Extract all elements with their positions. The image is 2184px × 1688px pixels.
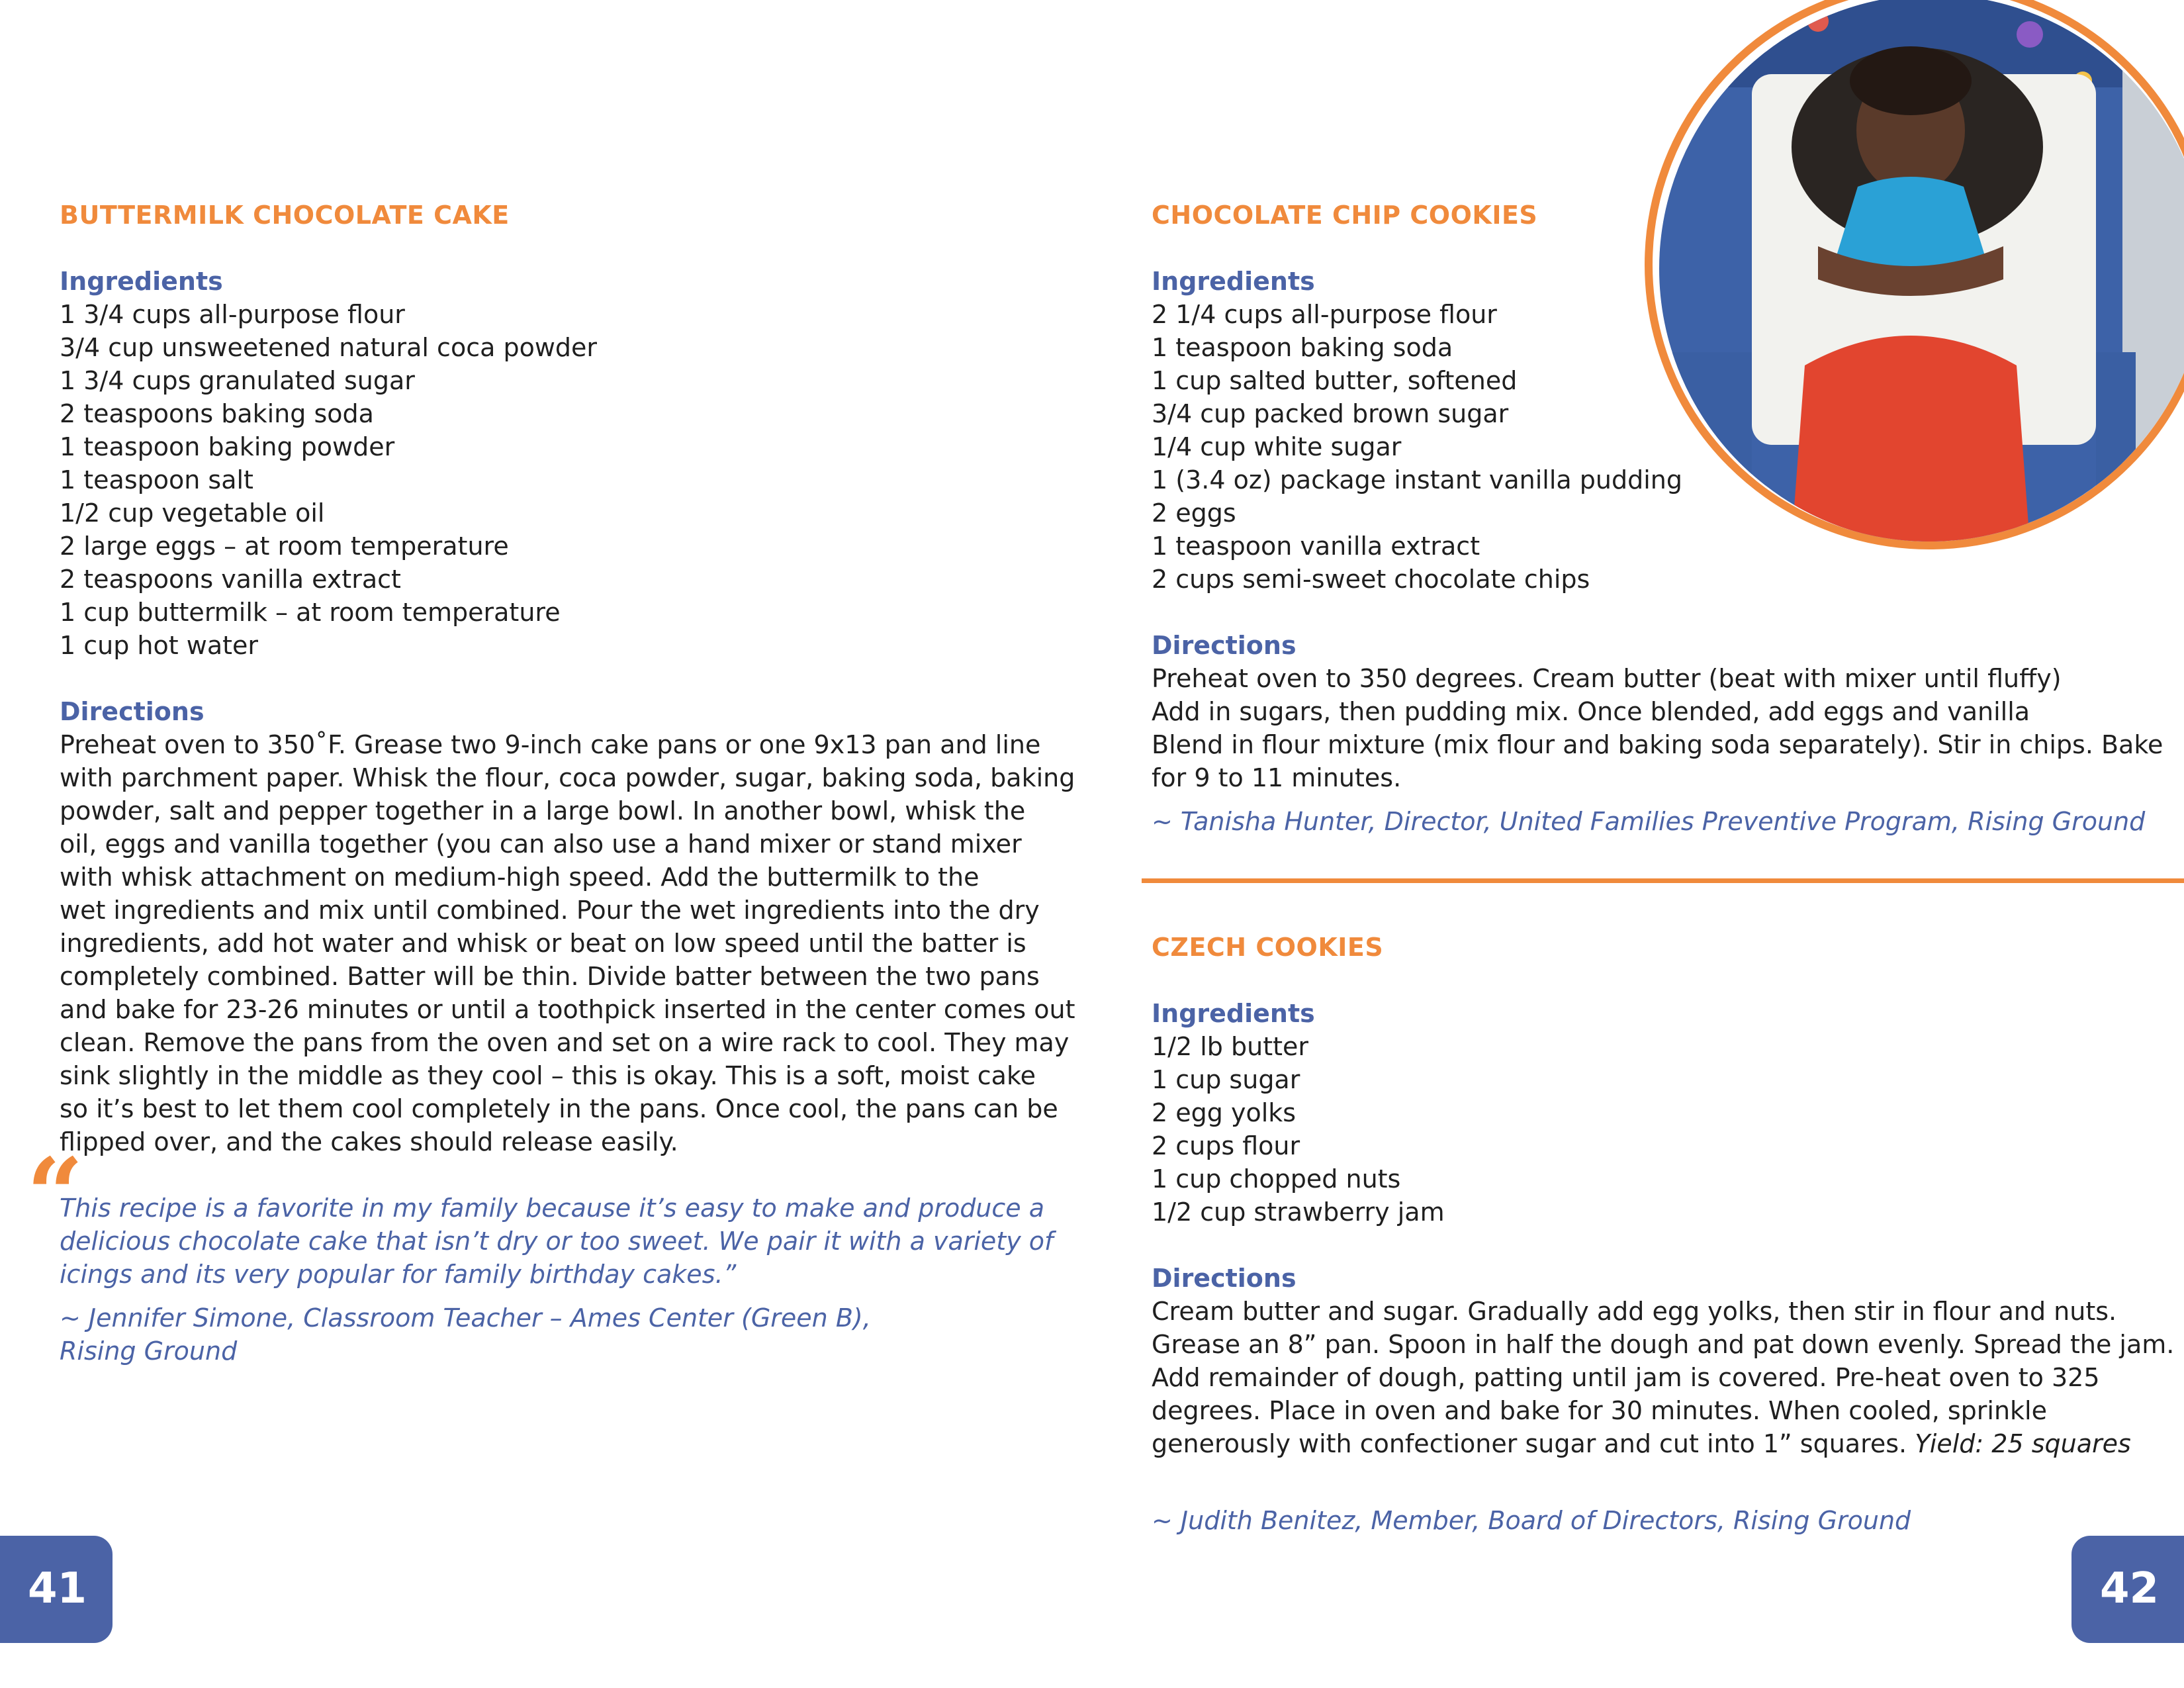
ingredient-item: 2 large eggs – at room temperature [60, 532, 509, 561]
ingredient-item: 1 teaspoon baking soda [1152, 333, 1453, 362]
directions-heading: Directions [1152, 1264, 1297, 1293]
ingredient-item: 1 3/4 cups granulated sugar [60, 366, 415, 395]
ingredient-item: 2 1/4 cups all-purpose flour [1152, 300, 1497, 329]
page-number-left: 41 [28, 1564, 87, 1613]
ingredient-item: 1 teaspoon baking powder [60, 432, 395, 461]
recipe-title-buttermilk-chocolate-cake: BUTTERMILK CHOCOLATE CAKE [60, 201, 510, 230]
directions-line-text: generously with confectioner sugar and cut into 1” squares. [1152, 1429, 1907, 1458]
directions-line: Cream butter and sugar. Gradually add egg yolks, then stir in flour and nuts. [1152, 1297, 2117, 1326]
left-page [60, 0, 1075, 1688]
ingredient-item: 1 teaspoon salt [60, 465, 253, 494]
attribution: ~ Judith Benitez, Member, Board of Directors, Rising Ground [1152, 1506, 1911, 1535]
attribution-line: Rising Ground [60, 1336, 238, 1366]
directions-line: flipped over, and the cakes should release easily. [60, 1127, 678, 1156]
directions-line: degrees. Place in oven and bake for 30 minutes. When cooled, sprinkle [1152, 1396, 2047, 1425]
directions-line: Grease an 8” pan. Spoon in half the dough and pat down evenly. Spread the jam. [1152, 1330, 2175, 1359]
ingredients-heading: Ingredients [60, 267, 223, 296]
ingredient-item: 2 teaspoons baking soda [60, 399, 374, 428]
ingredients-heading: Ingredients [1152, 999, 1315, 1028]
directions-line: with parchment paper. Whisk the flour, coca powder, sugar, baking soda, baking [60, 763, 1075, 792]
quote-text [60, 1192, 1053, 1291]
directions-text [60, 728, 1075, 1158]
ingredients-list [1152, 1030, 1445, 1229]
ingredient-item: 1/2 cup strawberry jam [1152, 1197, 1445, 1227]
ingredient-item: 3/4 cup packed brown sugar [1152, 399, 1509, 428]
quote-line: icings and its very popular for family birthday cakes.” [60, 1260, 737, 1289]
section-divider [1142, 878, 2184, 883]
directions-line: so it’s best to let them cool completely in the pans. Once cool, the pans can be [60, 1094, 1058, 1123]
ingredient-item: 1 cup hot water [60, 631, 259, 660]
directions-line: sink slightly in the middle as they cool – this is okay. This is a soft, moist cake [60, 1061, 1036, 1090]
ingredient-item: 1 (3.4 oz) package instant vanilla pudding [1152, 465, 1682, 494]
yield-text: Yield: 25 squares [1915, 1429, 2131, 1458]
ingredient-item: 1/2 lb butter [1152, 1032, 1308, 1061]
ingredient-item: 1 cup salted butter, softened [1152, 366, 1518, 395]
attribution-line: ~ Jennifer Simone, Classroom Teacher – Ames Center (Green B), [60, 1303, 871, 1333]
directions-line: clean. Remove the pans from the oven and set on a wire rack to cool. They may [60, 1028, 1069, 1057]
directions-line [1152, 1427, 2174, 1460]
directions-line: and bake for 23-26 minutes or until a toothpick inserted in the center comes out [60, 995, 1075, 1024]
ingredient-item: 1 cup sugar [1152, 1065, 1300, 1094]
ingredient-item: 1 3/4 cups all-purpose flour [60, 300, 405, 329]
directions-line: Preheat oven to 350˚F. Grease two 9-inch cake pans or one 9x13 pan and line [60, 730, 1041, 759]
ingredient-item: 3/4 cup unsweetened natural coca powder [60, 333, 598, 362]
directions-line: wet ingredients and mix until combined. Pour the wet ingredients into the dry [60, 896, 1040, 925]
child-photo [1659, 0, 2184, 543]
directions-line: with whisk attachment on medium-high speed. Add the buttermilk to the [60, 863, 979, 892]
ingredient-item: 1 teaspoon vanilla extract [1152, 532, 1480, 561]
page-number-right: 42 [2099, 1564, 2159, 1613]
directions-line: Preheat oven to 350 degrees. Cream butter (beat with mixer until fluffy) [1152, 664, 2062, 693]
directions-line: completely combined. Batter will be thin. Divide batter between the two pans [60, 962, 1040, 991]
ingredient-item: 2 eggs [1152, 498, 1236, 528]
child-photo-illustration [1659, 0, 2184, 543]
ingredient-item: 2 cups semi-sweet chocolate chips [1152, 565, 1590, 594]
attribution [60, 1301, 871, 1368]
directions-heading: Directions [60, 697, 205, 726]
directions-line: Blend in flour mixture (mix flour and baking soda separately). Stir in chips. Bake [1152, 730, 2163, 759]
directions-text [1152, 662, 2163, 794]
directions-heading: Directions [1152, 631, 1297, 660]
ingredients-list [60, 298, 597, 662]
recipe-title-chocolate-chip-cookies: CHOCOLATE CHIP COOKIES [1152, 201, 1538, 230]
directions-line: Add in sugars, then pudding mix. Once blended, add eggs and vanilla [1152, 697, 2030, 726]
directions-text [1152, 1295, 2174, 1460]
ingredient-item: 1/2 cup vegetable oil [60, 498, 325, 528]
directions-line: ingredients, add hot water and whisk or beat on low speed until the batter is [60, 929, 1026, 958]
quote-line: This recipe is a favorite in my family because it’s easy to make and produce a [60, 1194, 1045, 1223]
directions-line: oil, eggs and vanilla together (you can also use a hand mixer or stand mixer [60, 829, 1022, 859]
quote-mark-icon: “ [26, 1137, 84, 1253]
ingredient-item: 2 egg yolks [1152, 1098, 1297, 1127]
ingredients-list [1152, 298, 1682, 596]
ingredient-item: 1 cup buttermilk – at room temperature [60, 598, 561, 627]
ingredients-heading: Ingredients [1152, 267, 1315, 296]
directions-line: Add remainder of dough, patting until jam is covered. Pre-heat oven to 325 [1152, 1363, 2100, 1392]
directions-line: for 9 to 11 minutes. [1152, 763, 1402, 792]
ingredient-item: 2 teaspoons vanilla extract [60, 565, 401, 594]
attribution: ~ Tanisha Hunter, Director, United Families Preventive Program, Rising Ground [1152, 807, 2146, 836]
quote-line: delicious chocolate cake that isn’t dry or too sweet. We pair it with a variety of [60, 1227, 1054, 1256]
directions-line: powder, salt and pepper together in a large bowl. In another bowl, whisk the [60, 796, 1026, 825]
ingredient-item: 2 cups flour [1152, 1131, 1300, 1160]
ingredient-item: 1/4 cup white sugar [1152, 432, 1402, 461]
ingredient-item: 1 cup chopped nuts [1152, 1164, 1401, 1194]
recipe-title-czech-cookies: CZECH COOKIES [1152, 933, 1384, 962]
